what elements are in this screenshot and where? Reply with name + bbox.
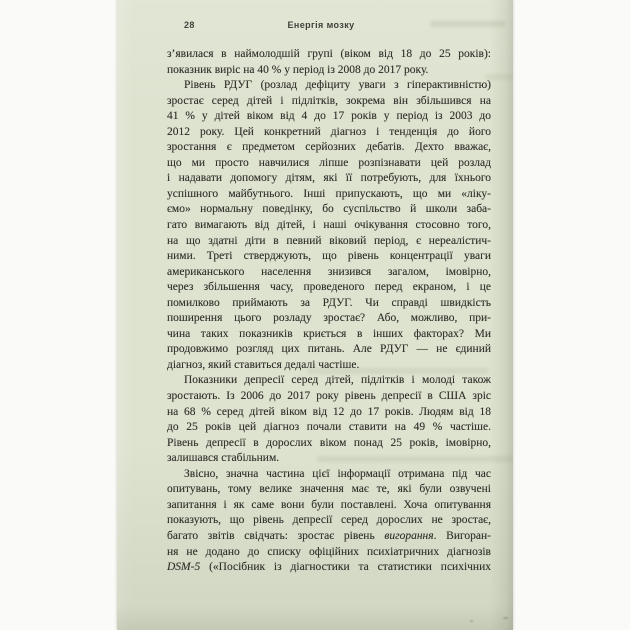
text-line: гато вимагають від дітей, і наші очікування стосовно того, bbox=[167, 219, 491, 232]
text-line: показують, що рівень депресії серед дорослих не зростає, bbox=[167, 514, 491, 527]
text-line: показник виріс на 40 % у період із 2008 до 2017 року. bbox=[167, 63, 429, 76]
text-line: Показники депресії серед дітей, підлітків і молоді також bbox=[184, 374, 491, 387]
text-line: ємо» нормальну поведінку, бо суспільство й школи заба- bbox=[167, 203, 491, 216]
dust-speck bbox=[503, 617, 508, 619]
body-text bbox=[167, 47, 491, 576]
text-line: 41 % у дітей віком від 4 до 17 років у період із 2003 до bbox=[167, 110, 491, 123]
text-line: DSM-5 («Посібник із діагностики та статистики психічних bbox=[167, 561, 491, 574]
text-line: що ми просто навчилися ліпше розпізнавати цей розлад bbox=[167, 156, 491, 169]
text-line: запитання і як саме вони були поставлені. Хоча опитування bbox=[167, 498, 491, 511]
text-line: 2012 року. Цей конкретний діагноз і тенденція до його bbox=[167, 125, 491, 138]
text-line: успішного майбутнього. Інші припускають, що ми «ліку- bbox=[167, 187, 491, 200]
text-line: залишався стабільним. bbox=[167, 452, 280, 465]
text-line: з’явилася в наймолодшій групі (віком від 18 до 25 років): bbox=[167, 48, 491, 60]
running-title: Енергія мозку bbox=[287, 20, 355, 30]
text-line: чина таких показників криється в інших факторах? Ми bbox=[167, 327, 491, 340]
text-line: зростає серед дітей і підлітків, зокрема він збільшився на bbox=[167, 94, 491, 107]
text-line: ня не додано до списку офіційних психіатричних діагнозів bbox=[167, 545, 491, 558]
text-line: Рівень депресії в дорослих віком понад 25 років, імовірно, bbox=[167, 436, 491, 449]
text-line: продовжимо розгляд цих питань. Але РДУГ — не єдиний bbox=[167, 343, 491, 356]
dust-speck bbox=[470, 620, 473, 622]
text-line: діагноз, який ставиться дедалі частіше. bbox=[167, 358, 360, 371]
text-line: до 25 років цей діагноз почали ставити на 49 % частіше. bbox=[167, 421, 491, 434]
text-line: на 68 % серед дітей віком від 12 до 17 років. Людям від 18 bbox=[167, 405, 491, 418]
text-line: зростання є предметом серйозних дебатів. Дехто вважає, bbox=[167, 141, 491, 154]
text-line: помилково приймають за РДУГ. Чи справді швидкість bbox=[167, 296, 491, 309]
text-line: на що здатні діти в певний віковий період, є нереалістич- bbox=[167, 234, 491, 247]
text-line: зростають. Із 2006 до 2017 року рівень депресії в США зріс bbox=[167, 390, 491, 403]
page-number: 28 bbox=[184, 20, 195, 30]
text-line: Звісно, значна частина цієї інформації отримана під час bbox=[184, 467, 491, 480]
text-line: опитувань, тому велике значення має те, які були озвучені bbox=[167, 483, 491, 496]
text-line: поширення цього розладу зростає? Або, можливо, при- bbox=[167, 312, 491, 325]
text-line: американського населення знизився загалом, імовірно, bbox=[167, 265, 491, 278]
text-line: Рівень РДУГ (розлад дефіциту уваги з гіперактивністю) bbox=[184, 79, 491, 92]
book-page bbox=[117, 0, 513, 630]
text-line: і надавати допомогу дітям, які її потребують, для їхнього bbox=[167, 172, 491, 185]
text-line: багато звітів свідчать: зростає рівень вигорання. Вигоран- bbox=[167, 529, 491, 542]
text-line: через збільшення часу, проведеного перед екраном, і це bbox=[167, 281, 491, 294]
bleed-through-artifact bbox=[430, 21, 506, 27]
text-line: ними. Треті стверджують, що рівень концентрації уваги bbox=[167, 250, 491, 263]
